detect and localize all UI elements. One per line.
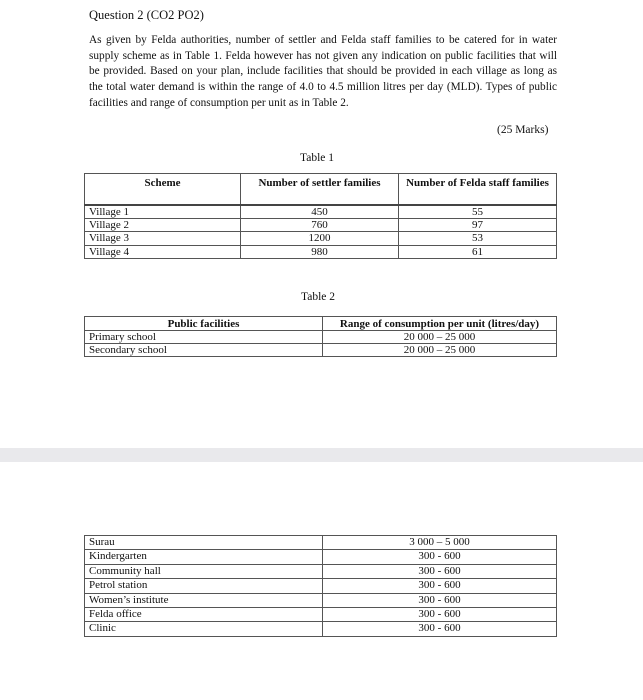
table1-caption: Table 1 xyxy=(300,152,335,164)
staff-cell: 55 xyxy=(398,205,556,219)
staff-cell: 53 xyxy=(398,232,556,245)
table2-caption: Table 2 xyxy=(301,291,336,303)
table1-header-staff: Number of Felda staff families xyxy=(398,174,556,206)
table-row xyxy=(85,608,557,622)
range-cell: 300 - 600 xyxy=(323,622,557,636)
settler-cell: 760 xyxy=(240,219,398,232)
scheme-cell: Village 3 xyxy=(85,232,241,245)
range-cell: 20 000 – 25 000 xyxy=(323,344,557,357)
scheme-cell: Village 1 xyxy=(85,205,241,219)
facility-cell: Kindergarten xyxy=(85,550,323,564)
facility-cell: Clinic xyxy=(85,622,323,636)
table2-continued xyxy=(84,535,557,637)
facility-cell: Felda office xyxy=(85,608,323,622)
table-row xyxy=(85,245,557,258)
range-cell: 3 000 – 5 000 xyxy=(323,536,557,550)
table2-public-facilities xyxy=(84,316,557,357)
range-cell: 300 - 600 xyxy=(323,579,557,593)
table2-header-range: Range of consumption per unit (litres/day) xyxy=(323,317,557,331)
table-row xyxy=(85,205,557,219)
table-row xyxy=(85,593,557,607)
table-row xyxy=(85,622,557,636)
question-paragraph: As given by Felda authorities, number of settler and Felda staff families to be catered for in water supply scheme as in Table 1. Felda however has not given any indication on public facilities that will be provided. Based on your plan, include facilities that should be provided in each village as long as the total water demand is within the range of 4.0 to 4.5 million litres per day (MLD). Types of public facilities and range of consumption per unit as in Table 2. xyxy=(89,34,557,109)
table1-header-row xyxy=(85,174,557,206)
table-row xyxy=(85,219,557,232)
question-title: Question 2 (CO2 PO2) xyxy=(89,8,204,22)
table-row xyxy=(85,331,557,344)
staff-cell: 97 xyxy=(398,219,556,232)
facility-cell: Primary school xyxy=(85,331,323,344)
marks-label: (25 Marks) xyxy=(497,124,549,136)
table1-header-scheme: Scheme xyxy=(85,174,241,206)
range-cell: 300 - 600 xyxy=(323,550,557,564)
table1-settler-families xyxy=(84,173,557,259)
table-row xyxy=(85,564,557,578)
facility-cell: Surau xyxy=(85,536,323,550)
staff-cell: 61 xyxy=(398,245,556,258)
table-row xyxy=(85,344,557,357)
table-row xyxy=(85,536,557,550)
settler-cell: 450 xyxy=(240,205,398,219)
facility-cell: Women’s institute xyxy=(85,593,323,607)
table2-header-row xyxy=(85,317,557,331)
table-row xyxy=(85,579,557,593)
facility-cell: Secondary school xyxy=(85,344,323,357)
scheme-cell: Village 4 xyxy=(85,245,241,258)
document-page-2 xyxy=(0,462,643,700)
settler-cell: 1200 xyxy=(240,232,398,245)
facility-cell: Petrol station xyxy=(85,579,323,593)
settler-cell: 980 xyxy=(240,245,398,258)
facility-cell: Community hall xyxy=(85,564,323,578)
range-cell: 300 - 600 xyxy=(323,564,557,578)
scheme-cell: Village 2 xyxy=(85,219,241,232)
range-cell: 300 - 600 xyxy=(323,593,557,607)
table1-header-settler: Number of settler families xyxy=(240,174,398,206)
range-cell: 300 - 600 xyxy=(323,608,557,622)
table-row xyxy=(85,232,557,245)
table-row xyxy=(85,550,557,564)
table2-header-facilities: Public facilities xyxy=(85,317,323,331)
range-cell: 20 000 – 25 000 xyxy=(323,331,557,344)
